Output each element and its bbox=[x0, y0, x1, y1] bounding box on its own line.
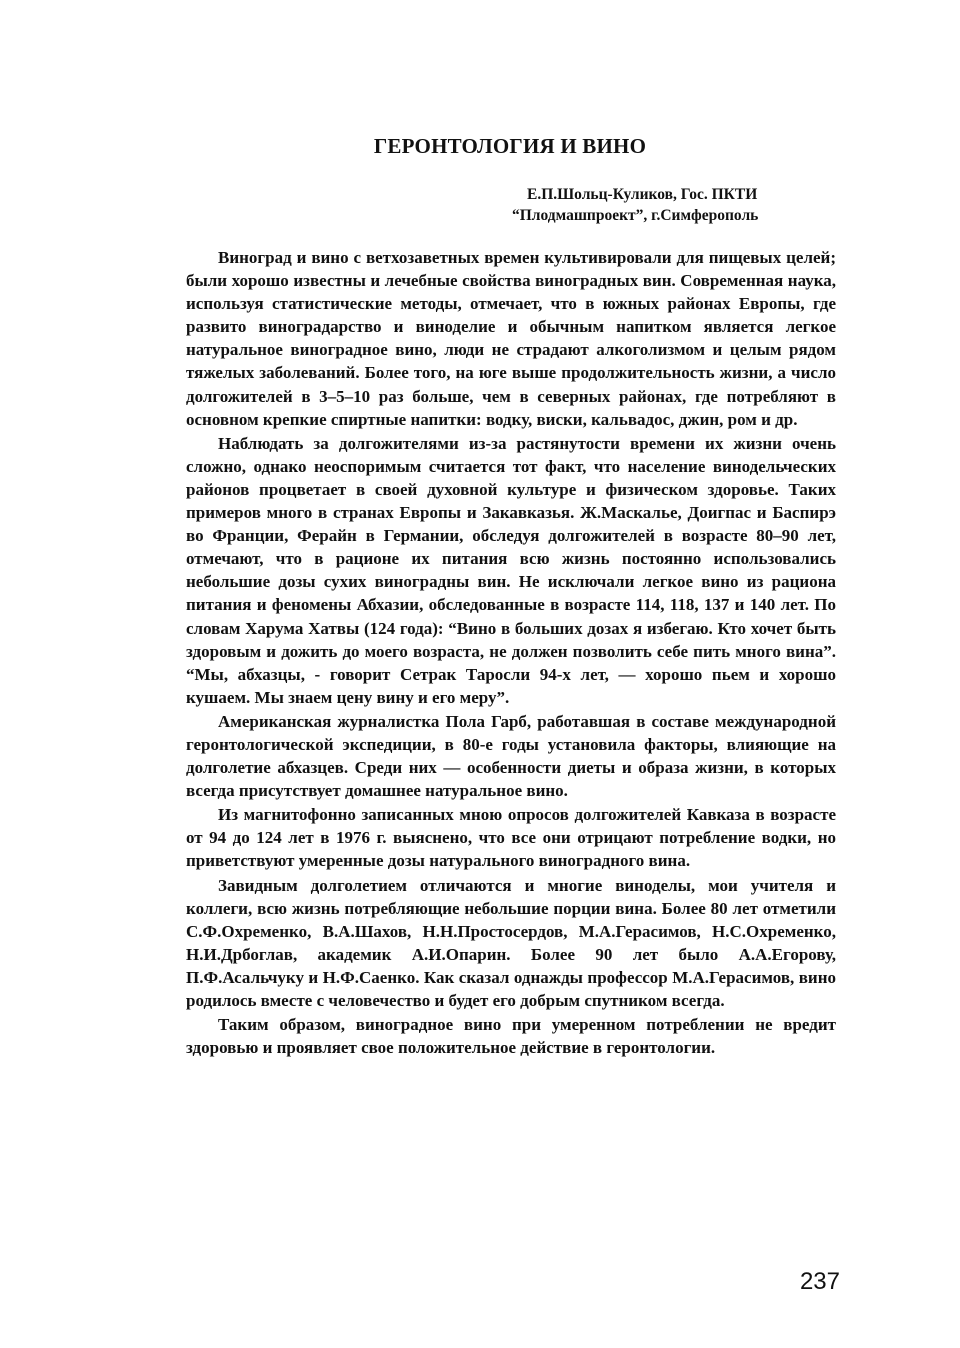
author-affiliation: “Плодмашпроект”, г.Симферополь bbox=[512, 207, 759, 224]
author-name: Е.П.Шольц-Куликов, Гос. ПКТИ bbox=[527, 186, 758, 203]
paragraph-1: Виноград и вино с ветхозаветных времен культивировали для пищевых целей; были хорошо известны и лечебные свойства виноградных вин. Современная наука, используя статистические методы, отмечает, что в южных районах Европы, где развито виноградарство и виноделие и обычным напитком является легкое натуральное виноградное вино, люди не страдают алкоголизмом и целым рядом тяжелых заболеваний. Более того, на юге выше продолжительность жизни, а число долгожителей в 3–5–10 раз больше, чем в северных районах, где потребляют в основном крепкие спиртные напитки: водку, виски, кальвадос, джин, ром и др. bbox=[186, 248, 836, 429]
paragraph-2: Наблюдать за долгожителями из-за растянутости времени их жизни очень сложно, однако неоспоримым считается тот факт, что население винодельческих районов процветает в своей духовной культуре и физическом здоровье. Таких примеров много в странах Европы и Закавказья. Ж.Маскалье, Доигпас и Баспирэ во Франции, Ферайн в Германии, обследуя долгожителей в возрасте 80–90 лет, отмечают, что в рационе их питания всю жизнь постоянно использовались небольшие дозы сухих виноградны вин. Не исключали легкое вино из рациона питания и феномены Абхазии, обследованные в возрасте 114, 118, 137 и 140 лет. По словам Харума Хатвы (124 года): “Вино в больших дозах я избегаю. Кто хочет быть здоровым и дожить до моего возраста, не должен позволить себе пить много вина”. “Мы, абхазцы, - говорит Сетрак Таросли 94-х лет, — хорошо пьем и хорошо кушаем. Мы знаем цену вину и его меру”. bbox=[186, 433, 836, 707]
paragraph-6: Таким образом, виноградное вино при умеренном потреблении не вредит здоровью и проявляет свое положительное действие в геронтологии. bbox=[186, 1015, 836, 1058]
page-number: 237 bbox=[799, 1268, 840, 1295]
author-block bbox=[512, 184, 842, 226]
article-body bbox=[186, 246, 836, 1060]
paragraph-3: Американская журналистка Пола Гарб, работавшая в составе международной геронтологической экспедиции, в 80-е годы установила факторы, влияющие на долголетие абхазцев. Среди них — особенности диеты и образа жизни, в которых всегда присутствует домашнее натуральное вино. bbox=[186, 711, 836, 801]
paragraph-5: Завидным долголетием отличаются и многие виноделы, мои учителя и коллеги, всю жизнь потребляющие небольшие порции вина. Более 80 лет отметили С.Ф.Охременко, В.А.Шахов, Н.Н.Простосердов, М.А.Герасимов, Н.С.Охременко, Н.И.Дрбоглав, академик А.И.Опарин. Более 90 лет было А.А.Егорову, П.Ф.Асальчуку и Н.Ф.Саенко. Как сказал однажды профессор М.А.Герасимов, вино родилось вместе с человечество и будет его добрым спутником всегда. bbox=[186, 875, 836, 1010]
paragraph-4: Из магнитофонно записанных мною опросов долгожителей Кавказа в возрасте от 94 до 124 лет в 1976 г. выяснено, что все они отрицают потребление водки, но приветствуют умеренные дозы натурального виноградного вина. bbox=[186, 805, 836, 871]
article-title: ГЕРОНТОЛОГИЯ И ВИНО bbox=[373, 134, 647, 158]
